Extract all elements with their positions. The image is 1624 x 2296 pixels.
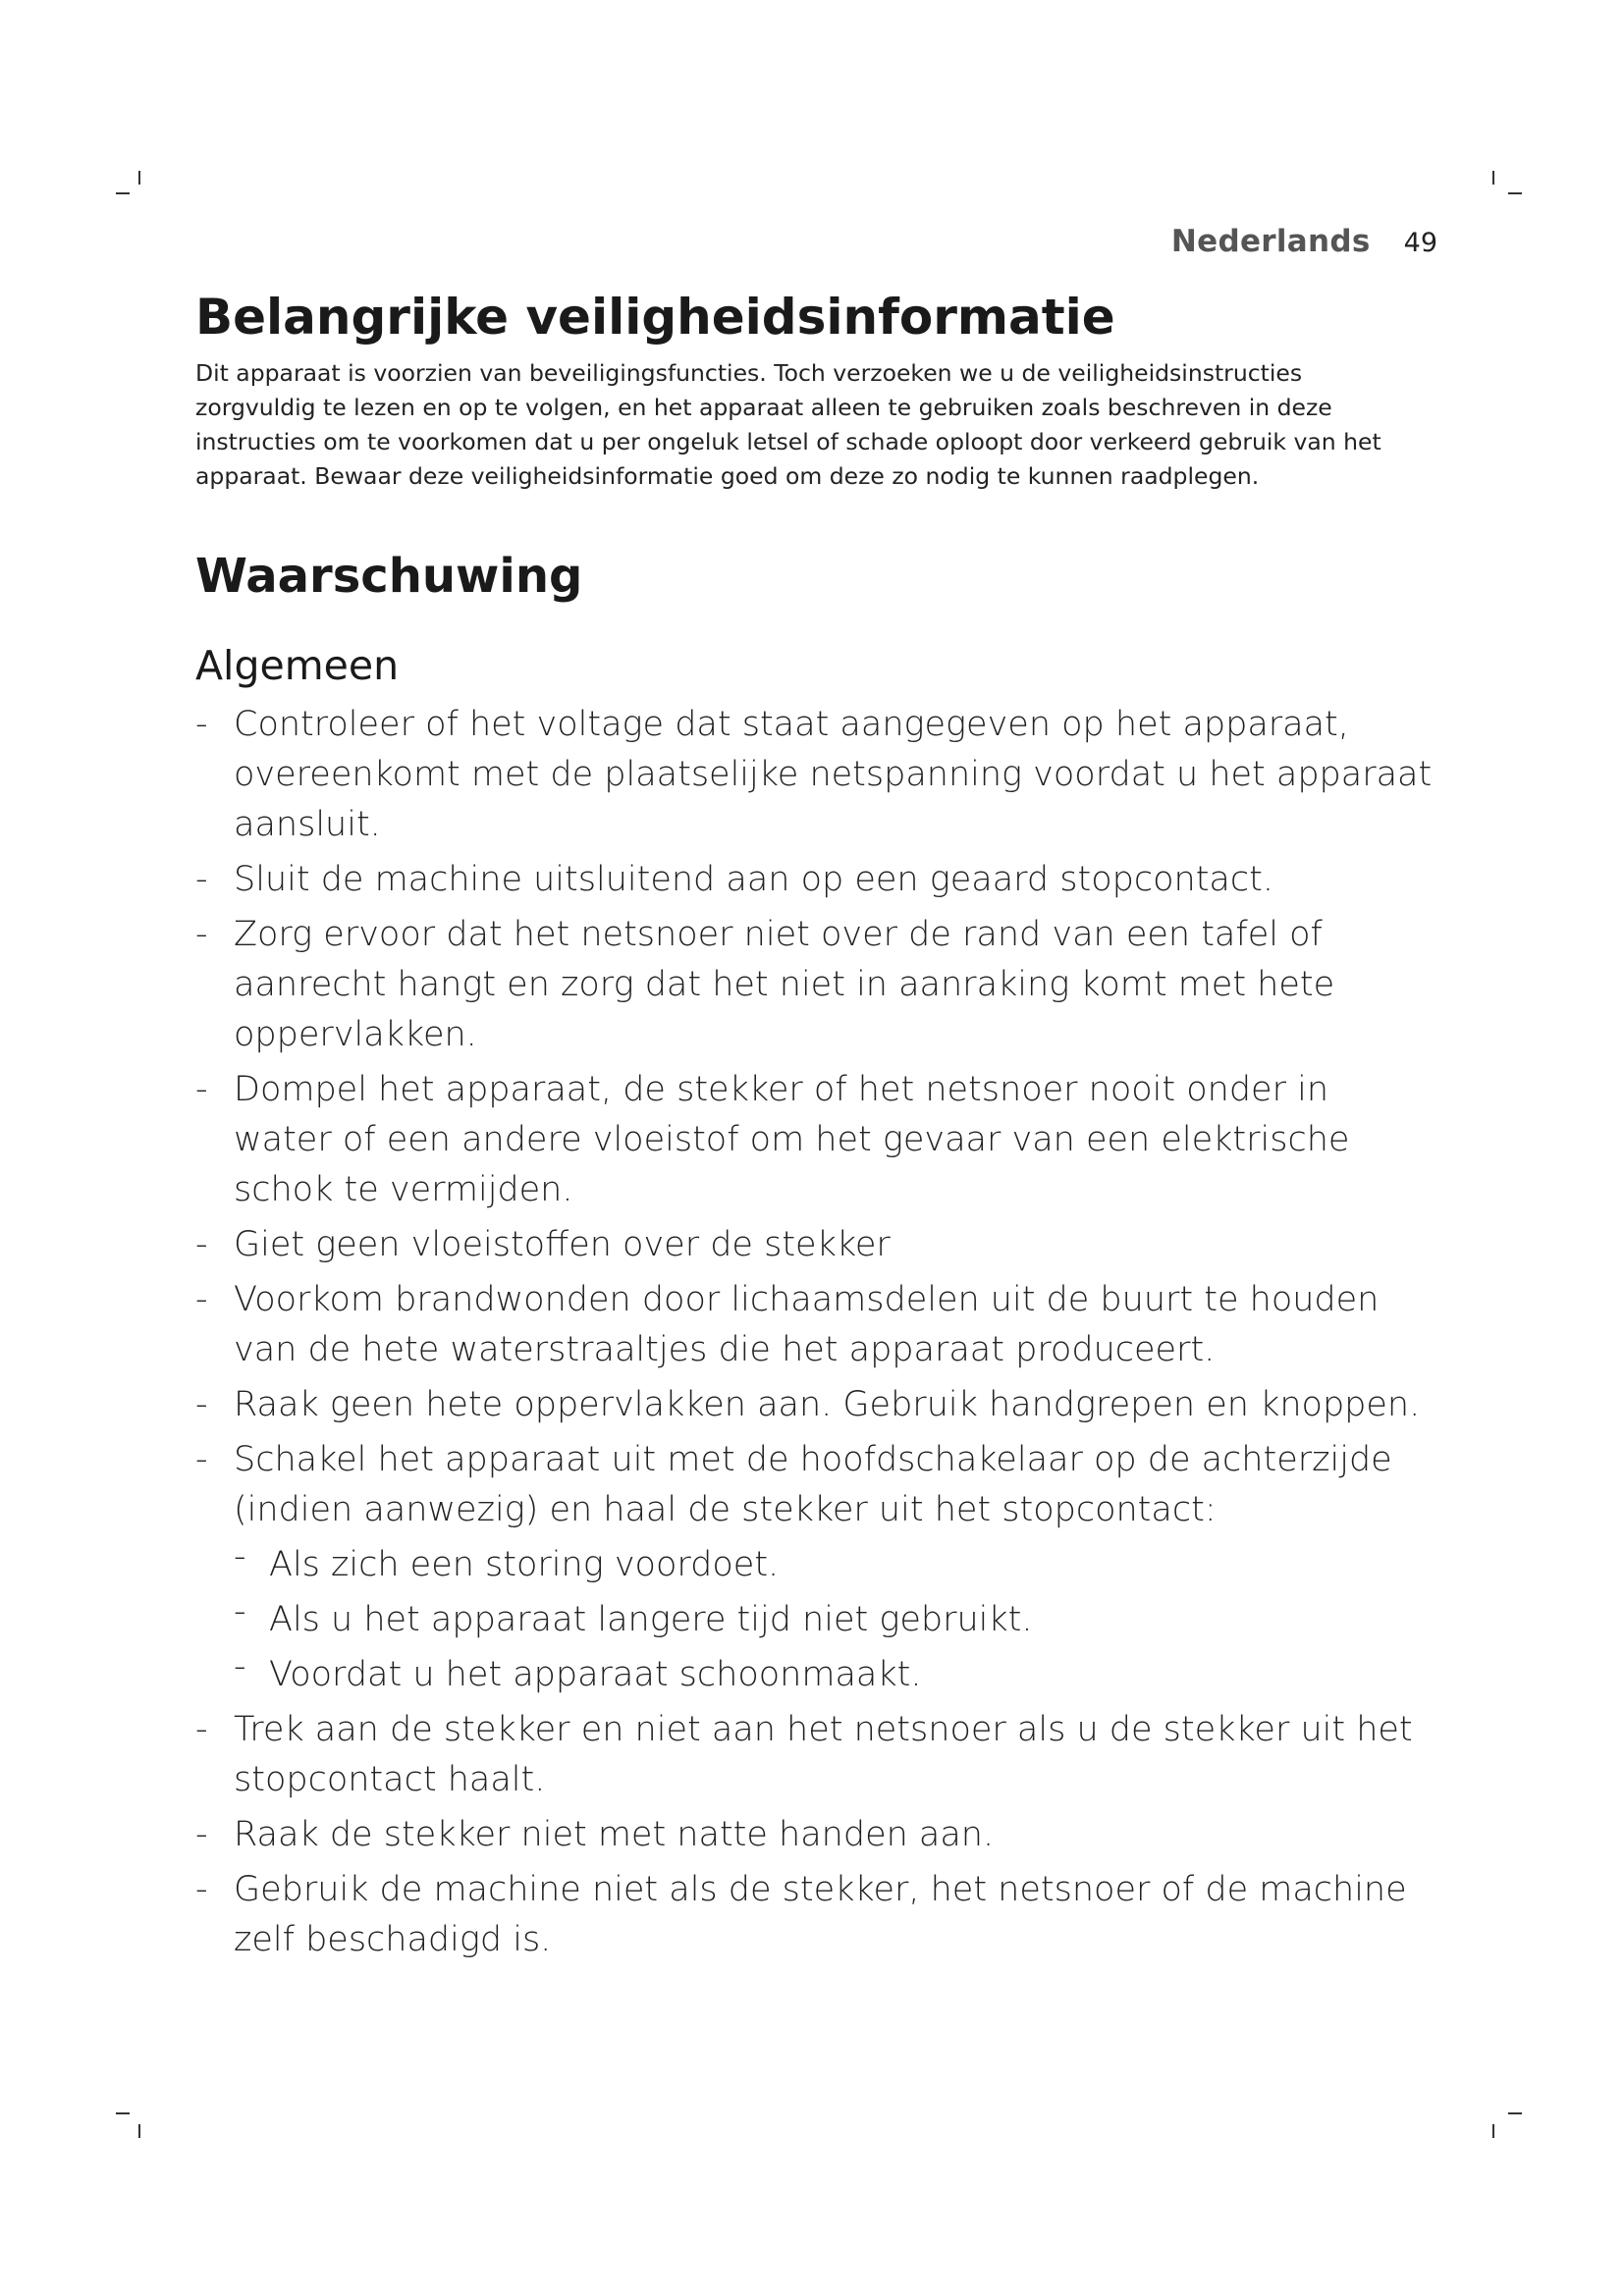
bullet-dash: -	[195, 1709, 208, 1749]
bullet-dash: -	[234, 1591, 246, 1631]
crop-mark	[1492, 2124, 1494, 2138]
bullet-dash: -	[195, 704, 208, 744]
sub-list-item-text: Voordat u het apparaat schoonmaakt.	[269, 1654, 922, 1694]
general-heading: Algemeen	[195, 641, 400, 689]
bullet-dash: -	[195, 1384, 208, 1424]
sub-list-item	[234, 1536, 1435, 1590]
warning-heading: Waarschuwing	[195, 549, 583, 604]
list-item-text: Raak de stekker niet met natte handen aan.	[234, 1814, 995, 1854]
list-item	[195, 1220, 1435, 1270]
bullet-dash: -	[234, 1536, 246, 1576]
list-item	[195, 1065, 1435, 1215]
bullet-dash: -	[195, 1814, 208, 1854]
list-item	[195, 1435, 1435, 1700]
list-item	[195, 910, 1435, 1060]
list-item-text: Voorkom brandwonden door lichaamsdelen uit de buurt te houden van de hete waterstraaltjes die het apparaat produceert.	[234, 1279, 1380, 1369]
sub-list-item	[234, 1591, 1435, 1645]
crop-mark	[1492, 171, 1494, 185]
list-item	[195, 1275, 1435, 1375]
list-item-text: Trek aan de stekker en niet aan het netsnoer als u de stekker uit het stopcontact haalt.	[234, 1709, 1413, 1799]
warning-list	[195, 700, 1435, 1965]
list-item-text: Raak geen hete oppervlakken aan. Gebruik handgrepen en knoppen.	[234, 1384, 1421, 1424]
crop-mark	[116, 192, 130, 194]
sub-list-item	[234, 1646, 1435, 1700]
list-item	[195, 1705, 1435, 1805]
bullet-dash: -	[195, 1869, 208, 1909]
crop-mark	[1508, 192, 1522, 194]
list-item	[195, 1865, 1435, 1965]
list-item-text: Giet geen vloeistoffen over de stekker	[234, 1224, 891, 1264]
page-content	[195, 291, 1435, 1970]
list-item	[195, 1810, 1435, 1860]
sub-list-item-text: Als u het apparaat langere tijd niet gebruikt.	[269, 1599, 1033, 1639]
list-item-text: Dompel het apparaat, de stekker of het netsnoer nooit onder in water of een andere vloeistof om het gevaar van een elektrische schok te vermijden.	[234, 1069, 1350, 1209]
bullet-dash: -	[195, 914, 208, 954]
bullet-dash: -	[195, 1224, 208, 1264]
crop-mark	[138, 2124, 140, 2138]
list-item	[195, 855, 1435, 905]
list-item-text: Zorg ervoor dat het netsnoer niet over de rand van een tafel of aanrecht hangt en zorg dat het niet in aanraking komt met hete oppervlakken.	[234, 914, 1335, 1054]
sub-list-item-text: Als zich een storing voordoet.	[269, 1544, 780, 1584]
running-head	[1171, 224, 1437, 259]
page-title: Belangrijke veiligheidsinformatie	[195, 289, 1115, 346]
list-item	[195, 1380, 1435, 1430]
bullet-dash: -	[195, 1069, 208, 1109]
list-item-text: Sluit de machine uitsluitend aan op een geaard stopcontact.	[234, 859, 1273, 899]
list-item-text: Gebruik de machine niet als de stekker, het netsnoer of de machine zelf beschadigd is.	[234, 1869, 1407, 1959]
intro-paragraph: Dit apparaat is voorzien van beveiligingsfuncties. Toch verzoeken we u de veiligheidsinstructies zorgvuldig te lezen en op te volgen, en het apparaat alleen te gebruiken zoals beschreven in deze instructies om te voorkomen dat u per ongeluk letsel of schade oploopt door verkeerd gebruik van het apparaat. Bewaar deze veiligheidsinformatie goed om deze zo nodig te kunnen raadplegen.	[195, 359, 1381, 490]
bullet-dash: -	[195, 1439, 208, 1479]
crop-mark	[1508, 2112, 1522, 2114]
sub-list	[234, 1536, 1435, 1700]
crop-mark	[116, 2112, 130, 2114]
bullet-dash: -	[234, 1646, 246, 1686]
crop-mark	[138, 171, 140, 185]
list-item	[195, 700, 1435, 850]
list-item-text: Schakel het apparaat uit met de hoofdschakelaar op de achterzijde (indien aanwezig) en haal de stekker uit het stopcontact:	[234, 1439, 1392, 1529]
bullet-dash: -	[195, 1279, 208, 1319]
list-item-text: Controleer of het voltage dat staat aangegeven op het apparaat, overeenkomt met de plaatselijke netspanning voordat u het apparaat aansluit.	[234, 704, 1433, 844]
bullet-dash: -	[195, 859, 208, 899]
running-head-language: Nederlands	[1170, 224, 1371, 259]
page-number: 49	[1403, 228, 1437, 258]
